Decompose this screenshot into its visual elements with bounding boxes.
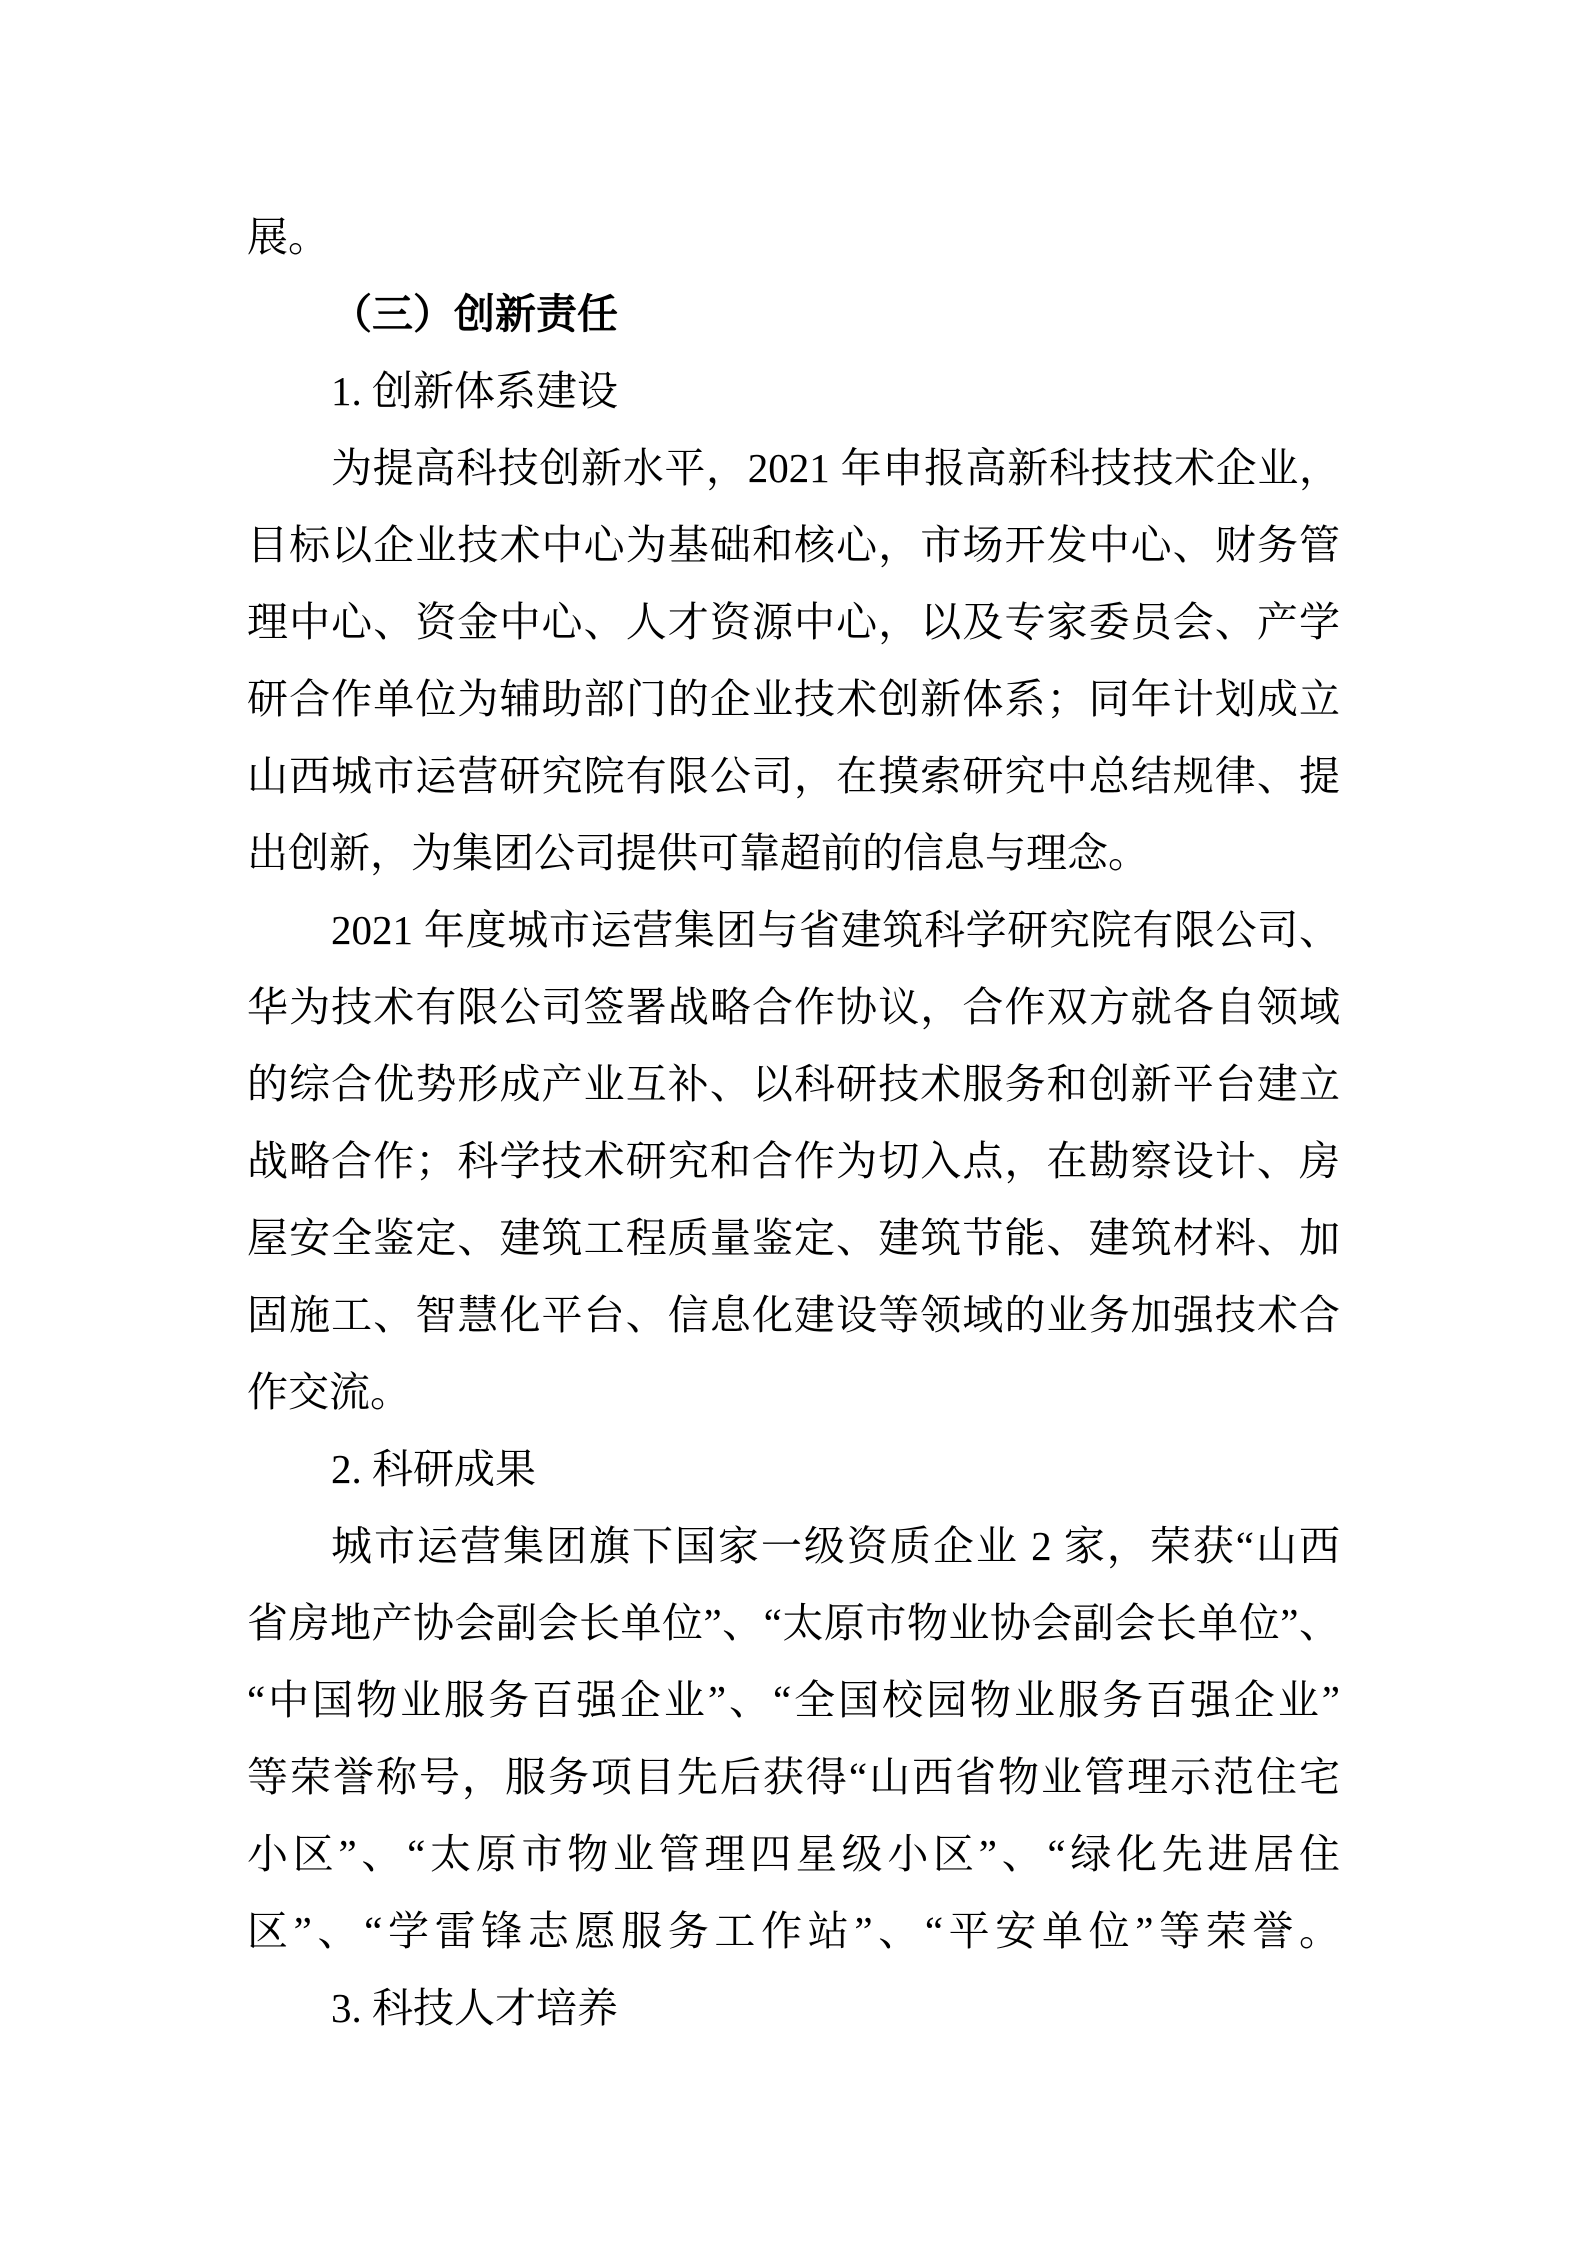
paragraph-line: 华为技术有限公司签署战略合作协议，合作双方就各自领域: [247, 984, 1340, 1030]
paragraph-line: 展。: [247, 214, 329, 260]
paragraph-line: 屋安全鉴定、建筑工程质量鉴定、建筑节能、建筑材料、加: [247, 1215, 1340, 1261]
paragraph-line: 出创新，为集团公司提供可靠超前的信息与理念。: [247, 830, 1149, 876]
paragraph-line: 战略合作；科学技术研究和合作为切入点，在勘察设计、房: [247, 1138, 1340, 1184]
paragraph-line: 山西城市运营研究院有限公司，在摸索研究中总结规律、提: [247, 753, 1340, 799]
document-content: [247, 199, 1340, 2047]
paragraph-line: 理中心、资金中心、人才资源中心，以及专家委员会、产学: [247, 599, 1340, 645]
paragraph-line: 目标以企业技术中心为基础和核心，市场开发中心、财务管: [247, 522, 1340, 568]
subheading: 1. 创新体系建设: [331, 368, 618, 414]
section-heading: （三）创新责任: [331, 291, 618, 337]
paragraph-line: 研合作单位为辅助部门的企业技术创新体系；同年计划成立: [247, 676, 1340, 722]
paragraph-line: 固施工、智慧化平台、信息化建设等领域的业务加强技术合: [247, 1292, 1340, 1338]
paragraph-line: 城市运营集团旗下国家一级资质企业 2 家，荣获“山西: [331, 1523, 1340, 1569]
paragraph-line: 为提高科技创新水平，2021 年申报高新科技技术企业，: [331, 445, 1340, 491]
paragraph-line: 作交流。: [247, 1369, 411, 1415]
paragraph-line: 区”、“学雷锋志愿服务工作站”、“平安单位”等荣誉。: [247, 1908, 1340, 1954]
paragraph-line: 省房地产协会副会长单位”、“太原市物业协会副会长单位”、: [247, 1600, 1340, 1646]
paragraph-line: 等荣誉称号，服务项目先后获得“山西省物业管理示范住宅: [247, 1754, 1340, 1800]
subheading: 3. 科技人才培养: [331, 1985, 618, 2031]
paragraph-line: “中国物业服务百强企业”、“全国校园物业服务百强企业”: [247, 1677, 1340, 1723]
subheading: 2. 科研成果: [331, 1446, 536, 1492]
paragraph-line: 小区”、“太原市物业管理四星级小区”、“绿化先进居住: [247, 1831, 1340, 1877]
paragraph-line: 的综合优势形成产业互补、以科研技术服务和创新平台建立: [247, 1061, 1340, 1107]
paragraph-line: 2021 年度城市运营集团与省建筑科学研究院有限公司、: [331, 907, 1340, 953]
